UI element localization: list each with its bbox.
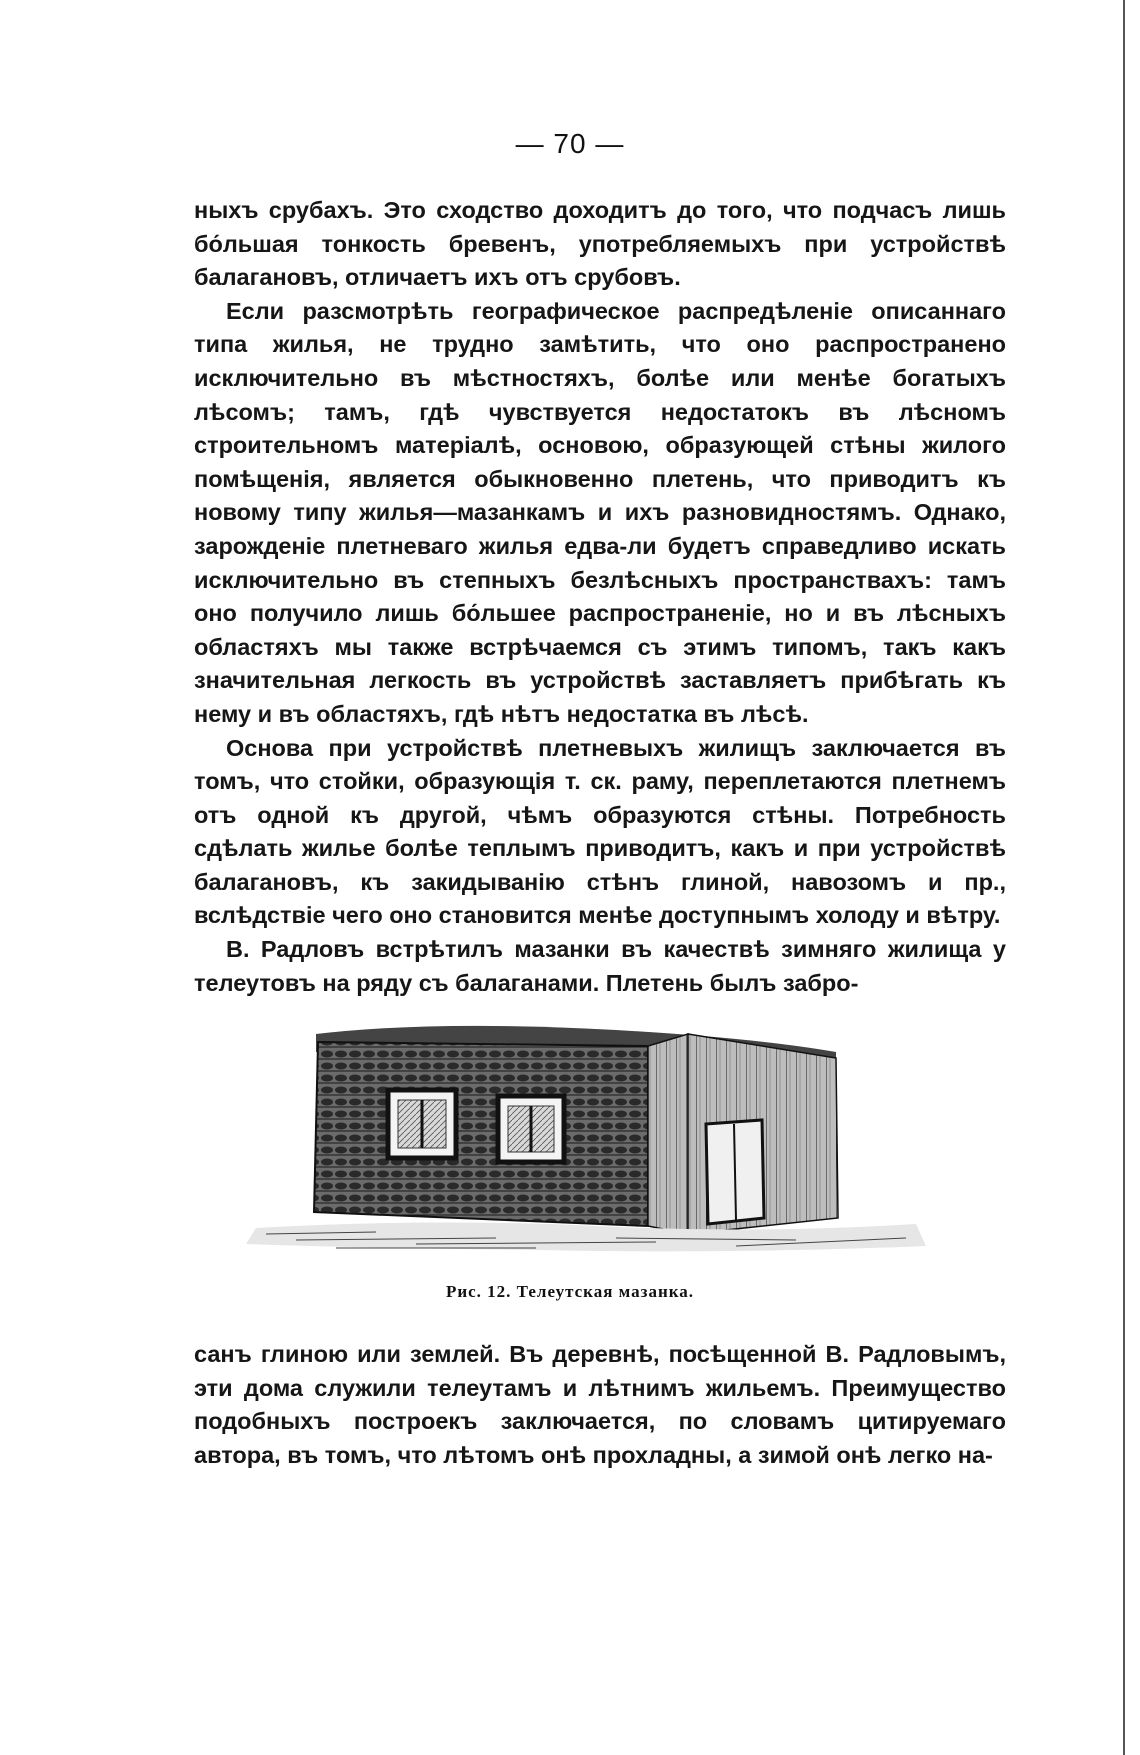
emphasis-teleutov: телеутовъ xyxy=(194,969,316,996)
page-edge-line xyxy=(1123,0,1125,1755)
ground xyxy=(246,1222,926,1251)
paragraph-bottom: санъ глиною или землей. Въ деревнѣ, посѣщенной В. Радловымъ, эти дома служили телеутамъ и лѣтнимъ жильемъ. Преимущество подобныхъ построекъ заключается, по словамъ цитируемаго автора, въ томъ, что лѣтомъ онѣ прохладны, а зимой онѣ легко на- xyxy=(194,1341,1006,1468)
paragraph-continuation: ныхъ срубахъ. Это сходство доходитъ до того, что подчасъ лишь бо́льшая тонкость бревенъ, употребляемыхъ при устройствѣ балагановъ, отличаетъ ихъ отъ срубовъ. xyxy=(194,197,1006,291)
paragraph-construction: Основа при устройствѣ плетневыхъ жилищъ заключается въ томъ, что стойки, образующія т. ск. раму, переплетаются плетнемъ отъ одной къ другой, чѣмъ образуются стѣны. Потребность сдѣлать жилье болѣе теплымъ приводитъ, какъ и при устройствѣ балагановъ, къ закидыванію стѣнъ глиной, навозомъ и пр., вслѣдствіе чего оно становится менѣе доступнымъ холоду и вѣтру. xyxy=(194,734,1006,929)
page-number: — 70 — xyxy=(515,128,625,159)
figure-caption: Рис. 12. Телеутская мазанка. xyxy=(445,1282,695,1301)
emphasis-mazankam: мазанкамъ xyxy=(456,499,586,526)
wattle-wall xyxy=(314,1042,648,1226)
main-text-top xyxy=(194,194,1006,1000)
paragraph-radlov-text: В. Радловъ встрѣтилъ мазанки въ качествѣ зимняго жилища у xyxy=(226,936,1006,963)
house-engraving xyxy=(236,1012,936,1262)
paragraph-distribution xyxy=(194,295,1006,732)
figure-teleut-house xyxy=(236,1012,936,1262)
plank-gable xyxy=(648,1034,688,1234)
paragraph-distribution-text-end: и ихъ разновидностямъ. Однако, зарожденіе плетневаго жилья едва-ли будетъ справедливо искать исключительно въ степныхъ безлѣсныхъ пространствахъ: тамъ оно получило лишь бо́льшее распространеніе, но и въ лѣсныхъ областяхъ мы также встрѣчаемся съ этимъ типомъ, такъ какъ значительная легкость въ устройствѣ заставляетъ прибѣгать къ нему и въ областяхъ, гдѣ нѣтъ недостатка въ лѣсѣ. xyxy=(194,499,1006,727)
paragraph-radlov xyxy=(194,933,1006,1000)
main-text-bottom xyxy=(194,1338,1006,1472)
paragraph-distribution-text: Если разсмотрѣть географическое распредѣленіе описаннаго типа жилья, не трудно замѣтить, что оно распространено исключительно въ мѣстностяхъ, болѣе или менѣе богатыхъ лѣсомъ; тамъ, гдѣ чувствуется недостатокъ въ лѣсномъ строительномъ матеріалѣ, основою, образующей стѣны жилого помѣщенія, является обыкновенно плетень, что приводитъ къ новому типу жилья— xyxy=(194,297,1006,526)
paragraph-radlov-text-end: на ряду съ балаганами. Плетень былъ забро- xyxy=(315,969,859,996)
